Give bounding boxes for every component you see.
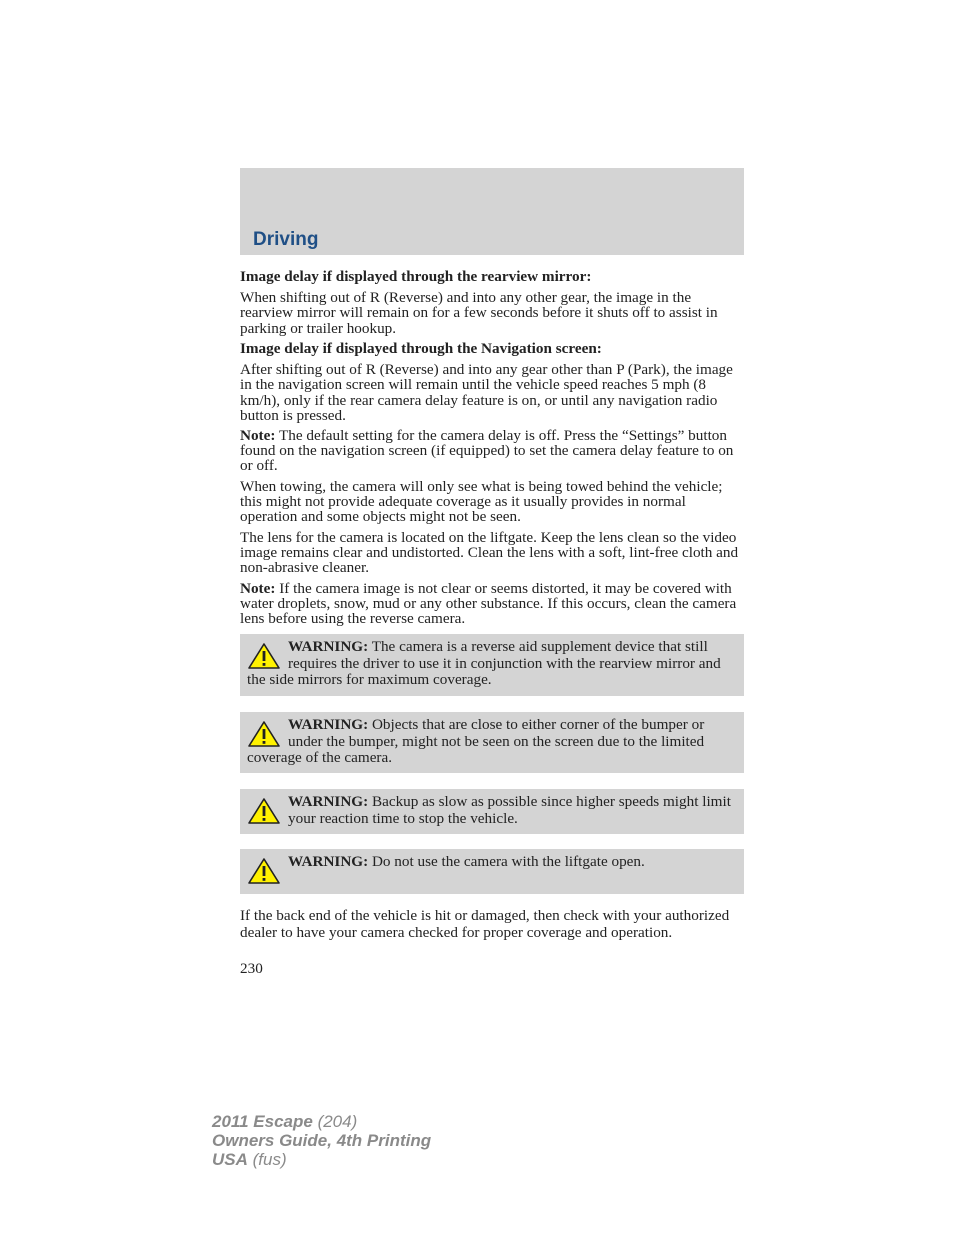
warning-triangle-icon (247, 642, 281, 670)
footer-region-code: (fus) (252, 1150, 287, 1169)
warning-box (240, 849, 744, 894)
section-rearview-mirror (240, 269, 744, 336)
lens-text: The lens for the camera is located on the liftgate. Keep the lens clean so the video image remains clear and undistorted. Clean the lens with a soft, lint-free cloth and non-abrasive cleaner. (240, 529, 739, 577)
note-label: Note: (240, 580, 276, 597)
warning-triangle-icon (247, 797, 281, 825)
note-label: Note: (240, 427, 276, 444)
warning-box (240, 712, 744, 773)
warning-box (240, 634, 744, 696)
warning-label: WARNING: (288, 793, 369, 810)
warning-triangle-icon (247, 720, 281, 748)
footer-model-code: (204) (317, 1112, 358, 1131)
warning-label: WARNING: (288, 853, 369, 870)
note-camera-delay (240, 428, 744, 474)
paragraph-lens (240, 530, 744, 576)
heading-rearview-mirror: Image delay if displayed through the rearview mirror: (240, 268, 592, 285)
closing-text: If the back end of the vehicle is hit or damaged, then check with your authorized dealer to have your camera checked for proper coverage and operation. (240, 907, 730, 941)
page-number: 230 (240, 960, 263, 977)
paragraph-towing (240, 479, 744, 525)
footer-region: USA (212, 1150, 248, 1169)
note-text: The default setting for the camera delay is off. Press the “Settings” button found on the navigation screen (if equipped) to set the camera delay feature to on or off. (240, 427, 734, 475)
warning-text: Backup as slow as possible since higher speeds might limit your reaction time to stop the vehicle. (288, 793, 731, 827)
section-navigation-screen (240, 341, 744, 423)
warning-text: Do not use the camera with the liftgate open. (371, 853, 645, 870)
heading-navigation-screen: Image delay if displayed through the Navigation screen: (240, 340, 602, 357)
warning-text: Objects that are close to either corner of the bumper or under the bumper, might not be seen on the screen due to the limited coverage of the camera. (247, 716, 705, 766)
note-camera-image (240, 581, 744, 627)
footer-print-info (212, 1112, 431, 1169)
warning-label: WARNING: (288, 638, 369, 655)
section-title: Driving (253, 229, 319, 250)
warning-box (240, 789, 744, 834)
warning-text: The camera is a reverse aid supplement device that still requires the driver to use it in conjunction with the rearview mirror and the side mirrors for maximum coverage. (247, 638, 721, 688)
section-header (240, 168, 744, 255)
warning-label: WARNING: (288, 716, 369, 733)
footer-guide-edition: Owners Guide, 4th Printing (212, 1131, 432, 1150)
paragraph-closing (240, 908, 744, 941)
warning-triangle-icon (247, 857, 281, 885)
towing-text: When towing, the camera will only see what is being towed behind the vehicle; this might not provide adequate coverage as it usually provides in normal operation and some objects might not be seen. (240, 478, 723, 526)
note-text: If the camera image is not clear or seems distorted, it may be covered with water droplets, snow, mud or any other substance. If this occurs, clean the camera lens before using the reverse camera. (240, 580, 737, 628)
paragraph-navigation-screen: After shifting out of R (Reverse) and into any gear other than P (Park), the image in the navigation screen will remain until the vehicle speed reaches 5 mph (8 km/h), only if the rear camera delay feature is on, or until any navigation radio button is pressed. (240, 361, 733, 424)
footer-model: 2011 Escape (212, 1112, 313, 1131)
paragraph-rearview-mirror: When shifting out of R (Reverse) and into any other gear, the image in the rearview mirror will remain on for a few seconds before it shuts off to assist in parking or trailer hookup. (240, 289, 718, 337)
